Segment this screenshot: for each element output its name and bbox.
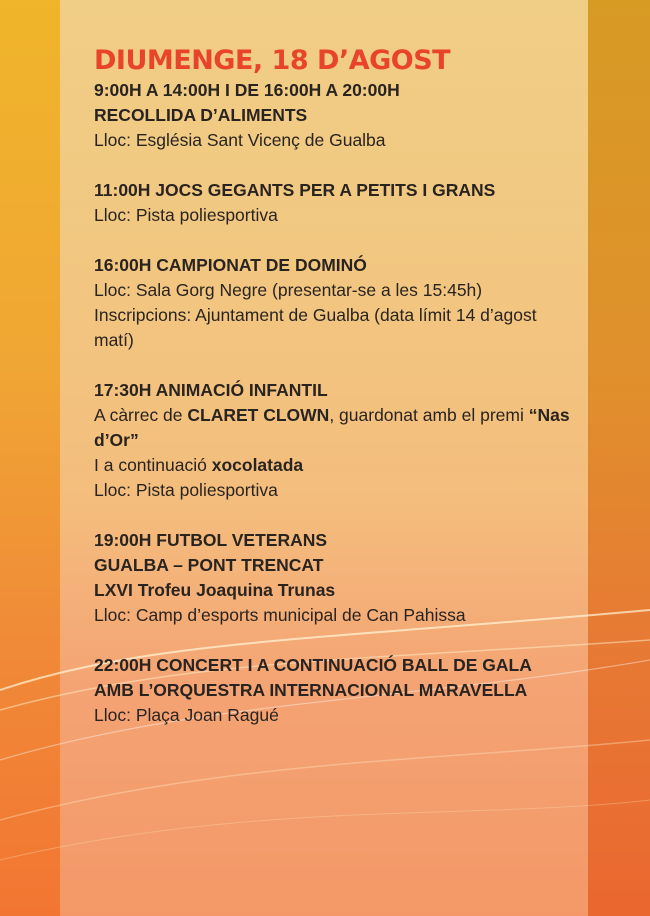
event-time: 11:00H JOCS GEGANTS PER A PETITS I GRANS	[94, 180, 496, 200]
event-followup: I a continuació xocolatada	[94, 455, 304, 475]
event-place: Lloc: Pista poliesportiva	[94, 205, 278, 225]
left-background-band	[0, 0, 60, 916]
event-concert	[94, 653, 574, 728]
event-description: A càrrec de CLARET CLOWN, guardonat amb el premi “Nas d’Or”	[94, 405, 570, 450]
page-title: DIUMENGE, 18 D’AGOST	[94, 45, 451, 76]
event-place: Lloc: Sala Gorg Negre (presentar-se a les 15:45h)	[94, 280, 483, 300]
event-trophy: LXVI Trofeu Joaquina Trunas	[94, 580, 336, 600]
right-background-band	[588, 0, 650, 916]
event-place: Lloc: Església Sant Vicenç de Gualba	[94, 130, 386, 150]
program-content	[94, 44, 574, 753]
event-giant-games	[94, 178, 574, 228]
event-domino	[94, 253, 574, 353]
event-registration: Inscripcions: Ajuntament de Gualba (data límit 14 d’agost matí)	[94, 305, 537, 350]
event-football	[94, 528, 574, 628]
event-time: 22:00H CONCERT I A CONTINUACIÓ BALL DE GALA	[94, 655, 532, 675]
event-time: 16:00H CAMPIONAT DE DOMINÓ	[94, 255, 367, 275]
event-kids-show	[94, 378, 574, 503]
event-orchestra: AMB L’ORQUESTRA INTERNACIONAL MARAVELLA	[94, 680, 528, 700]
event-match: GUALBA – PONT TRENCAT	[94, 555, 324, 575]
event-place: Lloc: Plaça Joan Ragué	[94, 705, 279, 725]
event-food-collection	[94, 78, 574, 153]
event-place: Lloc: Pista poliesportiva	[94, 480, 278, 500]
event-place: Lloc: Camp d’esports municipal de Can Pahissa	[94, 605, 466, 625]
event-time: 9:00H A 14:00H I DE 16:00H A 20:00H	[94, 80, 400, 100]
event-time: 17:30H ANIMACIÓ INFANTIL	[94, 380, 328, 400]
event-time: 19:00H FUTBOL VETERANS	[94, 530, 328, 550]
event-name: RECOLLIDA D’ALIMENTS	[94, 105, 308, 125]
